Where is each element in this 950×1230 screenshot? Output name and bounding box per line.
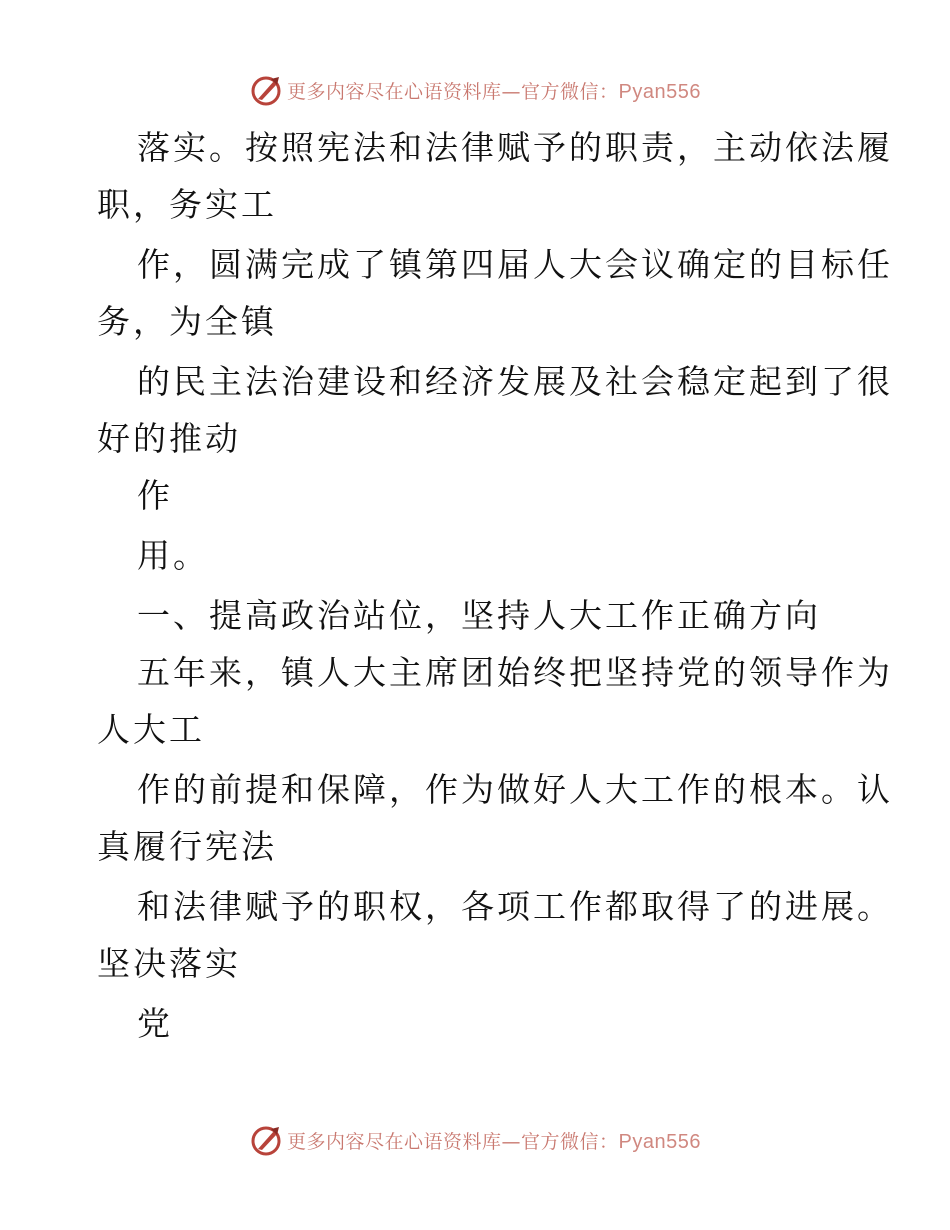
watermark-text bbox=[287, 1127, 701, 1154]
watermark-tail: 官方微信： bbox=[521, 80, 619, 103]
body-line: 真履行宪法 bbox=[97, 827, 277, 866]
watermark-dash: — bbox=[501, 1130, 522, 1153]
body-line: 党 bbox=[137, 1004, 173, 1043]
body-line: 作 bbox=[137, 476, 173, 515]
body-line: 职，务实工 bbox=[97, 185, 277, 224]
body-line: 人大工 bbox=[97, 710, 205, 749]
quill-logo-icon bbox=[249, 73, 283, 107]
body-line: 和法律赋予的职权，各项工作都取得了的进展。 bbox=[137, 887, 893, 926]
body-line: 落实。按照宪法和法律赋予的职责，主动依法履 bbox=[137, 128, 893, 167]
body-line: 好的推动 bbox=[97, 419, 241, 458]
section-heading: 一、提高政治站位，坚持人大工作正确方向 bbox=[137, 596, 821, 635]
watermark-text bbox=[287, 77, 701, 104]
quill-logo-icon bbox=[249, 1123, 283, 1157]
body-line: 务，为全镇 bbox=[97, 302, 277, 341]
watermark-id: Pyan556 bbox=[618, 80, 701, 103]
watermark-dash: — bbox=[501, 80, 522, 103]
body-line: 的民主法治建设和经济发展及社会稳定起到了很 bbox=[137, 362, 893, 401]
body-line: 坚决落实 bbox=[97, 944, 241, 983]
body-line: 作，圆满完成了镇第四届人大会议确定的目标任 bbox=[137, 245, 893, 284]
body-line: 用。 bbox=[137, 536, 209, 575]
footer-watermark bbox=[0, 1120, 950, 1160]
header-watermark bbox=[0, 70, 950, 110]
body-line: 五年来，镇人大主席团始终把坚持党的领导作为 bbox=[137, 653, 893, 692]
watermark-main: 更多内容尽在心语资料库 bbox=[287, 80, 502, 103]
watermark-id: Pyan556 bbox=[618, 1130, 701, 1153]
body-line: 作的前提和保障，作为做好人大工作的根本。认 bbox=[137, 770, 893, 809]
watermark-tail: 官方微信： bbox=[521, 1130, 619, 1153]
watermark-main: 更多内容尽在心语资料库 bbox=[287, 1130, 502, 1153]
